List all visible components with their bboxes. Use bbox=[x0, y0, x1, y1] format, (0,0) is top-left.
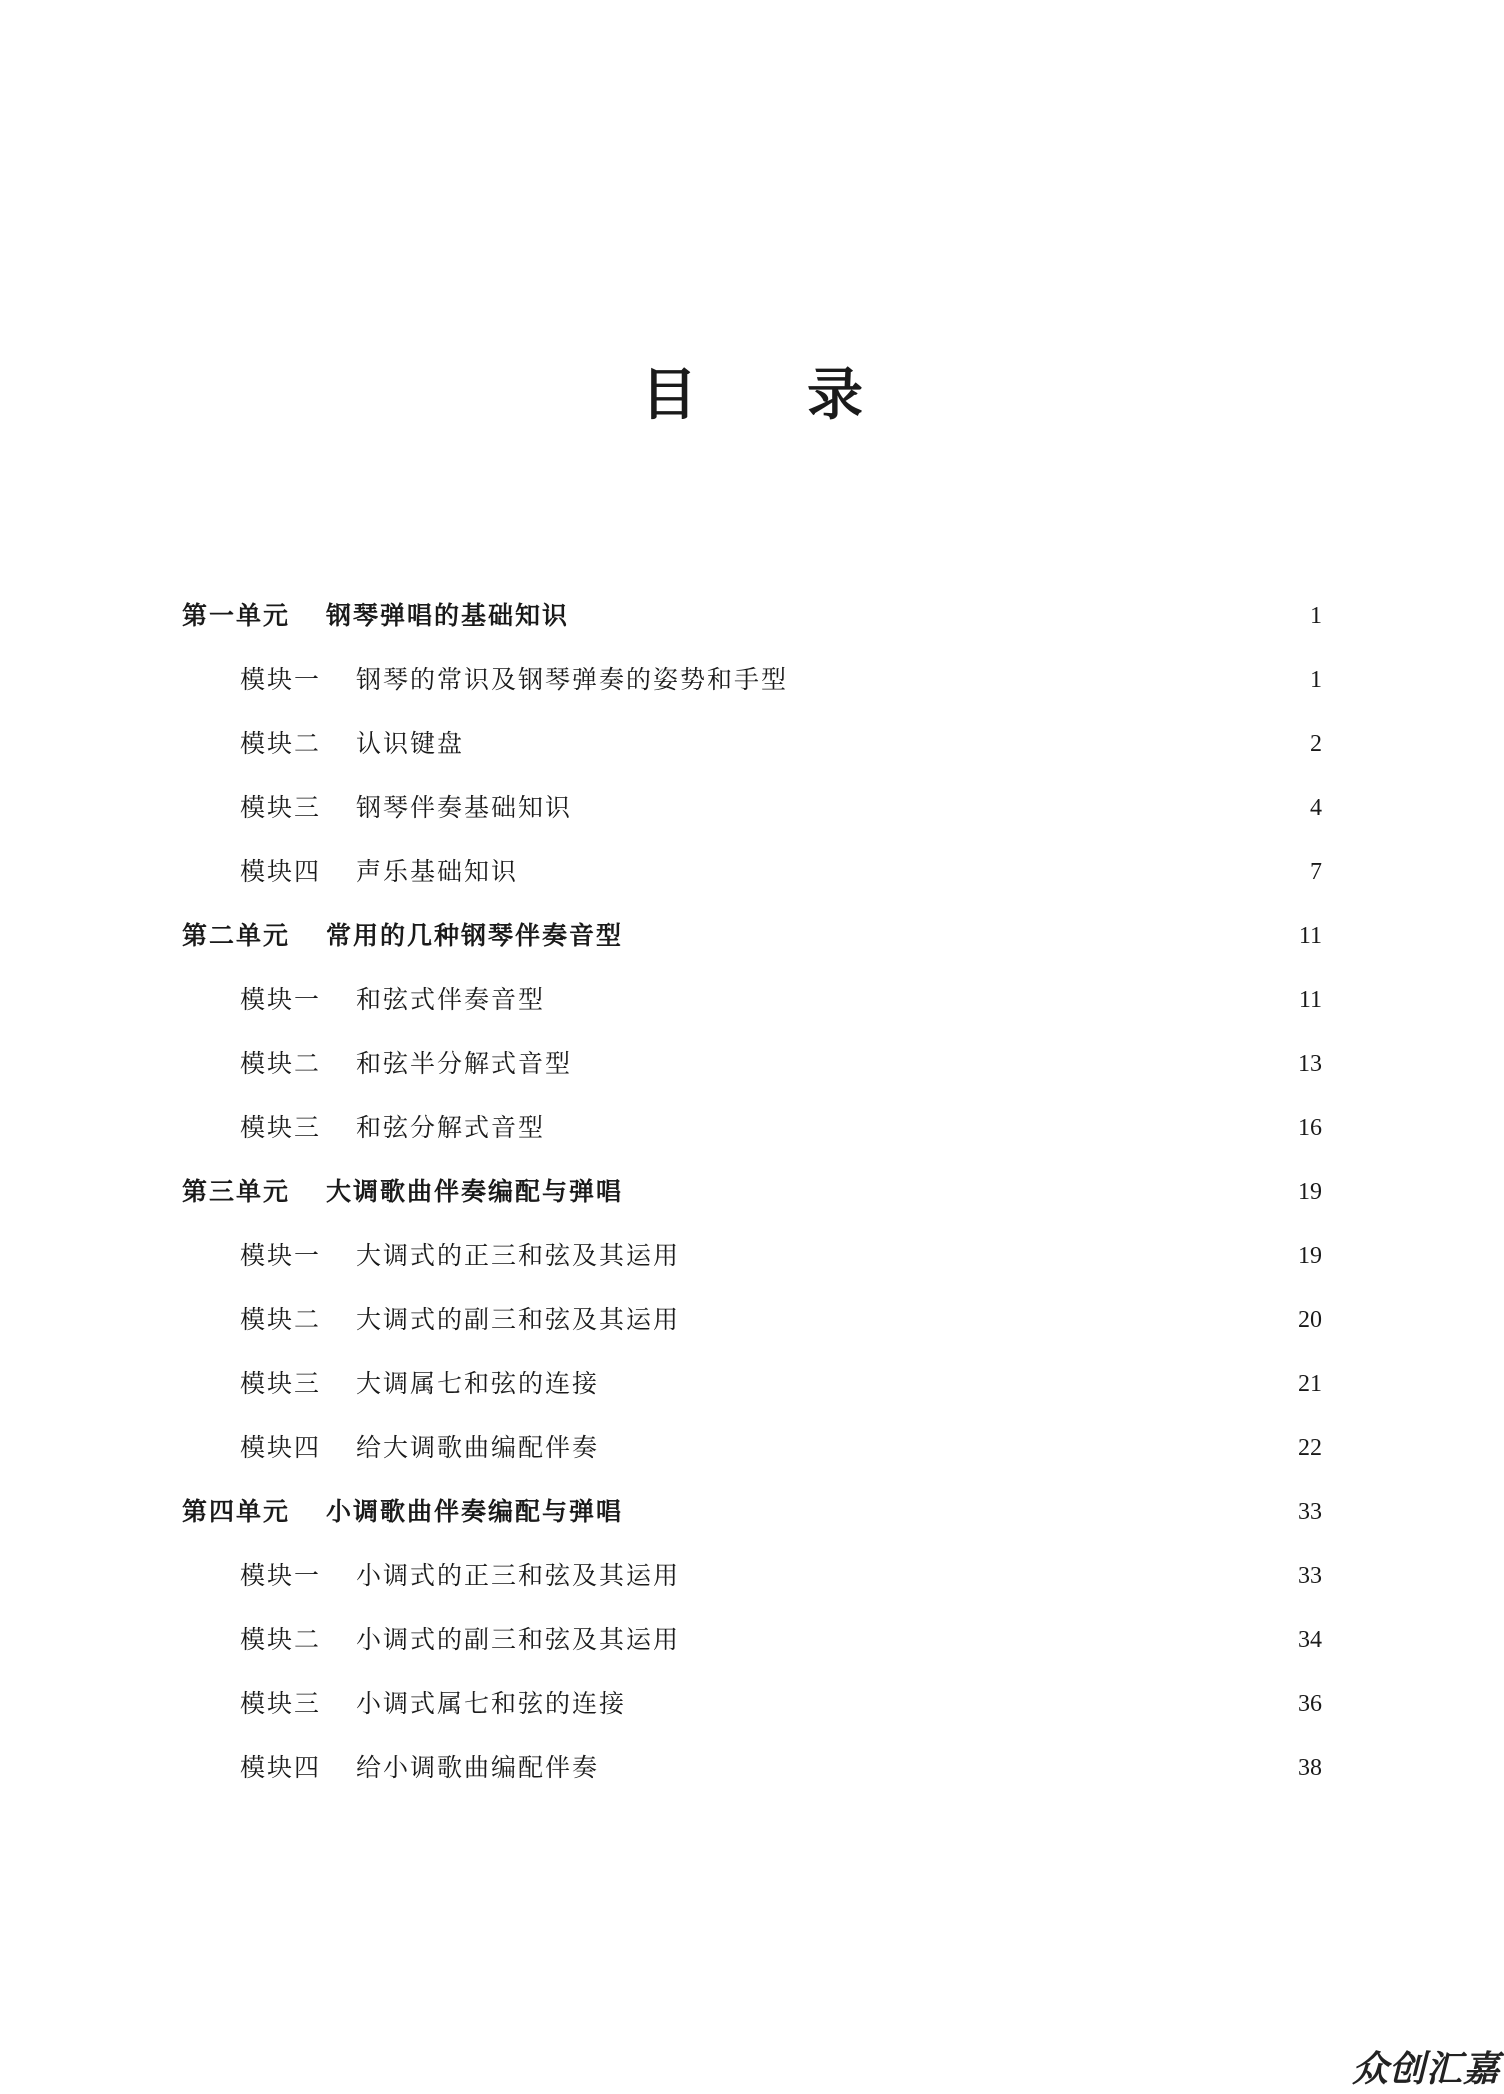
dot-leader bbox=[690, 1300, 1284, 1340]
toc-entry-module[interactable] bbox=[240, 1556, 1322, 1596]
dot-leader bbox=[633, 1492, 1284, 1532]
toc-entry-module[interactable] bbox=[240, 788, 1322, 828]
toc-entry-number: 模块一 bbox=[240, 1241, 322, 1270]
dot-leader bbox=[555, 1108, 1284, 1148]
toc-entry-number: 模块二 bbox=[240, 1305, 322, 1334]
toc-entry-module[interactable] bbox=[240, 852, 1322, 892]
toc-entry-module[interactable] bbox=[240, 1236, 1322, 1276]
dot-leader bbox=[798, 660, 1292, 700]
toc-entry-module[interactable] bbox=[240, 660, 1322, 700]
dot-leader bbox=[528, 852, 1292, 892]
toc-entry-module[interactable] bbox=[240, 1620, 1322, 1660]
toc-entry-page: 7 bbox=[1310, 859, 1322, 885]
dot-leader bbox=[579, 596, 1292, 636]
toc-entry-title: 大调歌曲伴奏编配与弹唱 bbox=[326, 1177, 624, 1206]
toc-entry-title: 认识键盘 bbox=[356, 729, 465, 758]
toc-entry-title: 钢琴伴奏基础知识 bbox=[356, 793, 573, 822]
toc-entry-page: 11 bbox=[1298, 987, 1322, 1013]
toc-entry-number: 模块一 bbox=[240, 665, 322, 694]
toc-entry-title: 给大调歌曲编配伴奏 bbox=[356, 1433, 600, 1462]
toc-entry-number: 模块二 bbox=[240, 1049, 322, 1078]
toc-entry-unit-2[interactable] bbox=[182, 916, 1322, 956]
toc-entry-number: 模块三 bbox=[240, 1369, 322, 1398]
dot-leader bbox=[633, 1172, 1284, 1212]
dot-leader bbox=[582, 788, 1292, 828]
toc-entry-number: 模块三 bbox=[240, 793, 322, 822]
toc-entry-page: 11 bbox=[1298, 923, 1322, 949]
toc-entry-page: 16 bbox=[1298, 1115, 1322, 1141]
toc-entry-number: 第一单元 bbox=[182, 601, 291, 630]
dot-leader bbox=[690, 1236, 1284, 1276]
toc-entry-title: 和弦半分解式音型 bbox=[356, 1049, 573, 1078]
dot-leader bbox=[633, 916, 1285, 956]
toc-entry-number: 第二单元 bbox=[182, 921, 291, 950]
toc-entry-page: 33 bbox=[1298, 1499, 1322, 1525]
toc-entry-title: 大调属七和弦的连接 bbox=[356, 1369, 600, 1398]
toc-entry-title: 小调式的副三和弦及其运用 bbox=[356, 1625, 681, 1654]
toc-entry-title: 钢琴的常识及钢琴弹奏的姿势和手型 bbox=[356, 665, 789, 694]
toc-entry-page: 19 bbox=[1298, 1179, 1322, 1205]
toc-entry-module[interactable] bbox=[240, 1364, 1322, 1404]
toc-entry-module[interactable] bbox=[240, 1428, 1322, 1468]
toc-entry-title: 声乐基础知识 bbox=[356, 857, 519, 886]
dot-leader bbox=[609, 1428, 1284, 1468]
toc-entry-module[interactable] bbox=[240, 1108, 1322, 1148]
toc-entry-module[interactable] bbox=[240, 1300, 1322, 1340]
toc-entry-page: 22 bbox=[1298, 1435, 1322, 1461]
toc-entry-number: 模块三 bbox=[240, 1689, 322, 1718]
dot-leader bbox=[474, 724, 1292, 764]
toc-entry-page: 20 bbox=[1298, 1307, 1322, 1333]
toc-entry-page: 21 bbox=[1298, 1371, 1322, 1397]
toc-entry-title: 小调式的正三和弦及其运用 bbox=[356, 1561, 681, 1590]
toc-entry-number: 模块四 bbox=[240, 1433, 322, 1462]
toc-entry-number: 第四单元 bbox=[182, 1497, 291, 1526]
toc-entry-module[interactable] bbox=[240, 1748, 1322, 1788]
toc-entry-title: 大调式的正三和弦及其运用 bbox=[356, 1241, 681, 1270]
dot-leader bbox=[609, 1364, 1284, 1404]
toc-entry-title: 和弦式伴奏音型 bbox=[356, 985, 546, 1014]
toc-entry-title: 钢琴弹唱的基础知识 bbox=[326, 601, 570, 630]
toc-entry-page: 13 bbox=[1298, 1051, 1322, 1077]
dot-leader bbox=[609, 1748, 1284, 1788]
toc-entry-title: 常用的几种钢琴伴奏音型 bbox=[326, 921, 624, 950]
toc-entry-number: 模块四 bbox=[240, 857, 322, 886]
toc-entry-page: 19 bbox=[1298, 1243, 1322, 1269]
toc-entry-number: 模块二 bbox=[240, 729, 322, 758]
toc-entry-number: 模块四 bbox=[240, 1753, 322, 1782]
dot-leader bbox=[690, 1620, 1284, 1660]
toc-entry-title: 给小调歌曲编配伴奏 bbox=[356, 1753, 600, 1782]
toc-entry-page: 1 bbox=[1310, 667, 1322, 693]
toc-entry-unit-3[interactable] bbox=[182, 1172, 1322, 1212]
dot-leader bbox=[555, 980, 1285, 1020]
page-title bbox=[0, 356, 1504, 436]
toc-entry-unit-1[interactable] bbox=[182, 596, 1322, 636]
toc-entry-page: 33 bbox=[1298, 1563, 1322, 1589]
title-char-2: 录 bbox=[807, 363, 863, 428]
toc-entry-module[interactable] bbox=[240, 1044, 1322, 1084]
toc-entry-module[interactable] bbox=[240, 724, 1322, 764]
toc-entry-number: 模块三 bbox=[240, 1113, 322, 1142]
toc-entry-page: 4 bbox=[1310, 795, 1322, 821]
toc-entry-page: 2 bbox=[1310, 731, 1322, 757]
toc-entry-number: 模块一 bbox=[240, 985, 322, 1014]
dot-leader bbox=[690, 1556, 1284, 1596]
toc-entry-title: 小调歌曲伴奏编配与弹唱 bbox=[326, 1497, 624, 1526]
toc-entry-title: 小调式属七和弦的连接 bbox=[356, 1689, 627, 1718]
toc-entry-number: 模块二 bbox=[240, 1625, 322, 1654]
dot-leader bbox=[582, 1044, 1284, 1084]
toc-entry-number: 模块一 bbox=[240, 1561, 322, 1590]
watermark-logo: 众创汇嘉 bbox=[1351, 2049, 1500, 2090]
dot-leader bbox=[636, 1684, 1284, 1724]
toc-entry-module[interactable] bbox=[240, 1684, 1322, 1724]
toc-entry-number: 第三单元 bbox=[182, 1177, 291, 1206]
toc-entry-title: 和弦分解式音型 bbox=[356, 1113, 546, 1142]
toc-entry-page: 38 bbox=[1298, 1755, 1322, 1781]
toc-entry-page: 34 bbox=[1298, 1627, 1322, 1653]
toc-entry-unit-4[interactable] bbox=[182, 1492, 1322, 1532]
title-char-1: 目 bbox=[641, 363, 697, 428]
toc-entry-title: 大调式的副三和弦及其运用 bbox=[356, 1305, 681, 1334]
toc-entry-page: 36 bbox=[1298, 1691, 1322, 1717]
toc-entry-module[interactable] bbox=[240, 980, 1322, 1020]
toc-entry-page: 1 bbox=[1310, 603, 1322, 629]
